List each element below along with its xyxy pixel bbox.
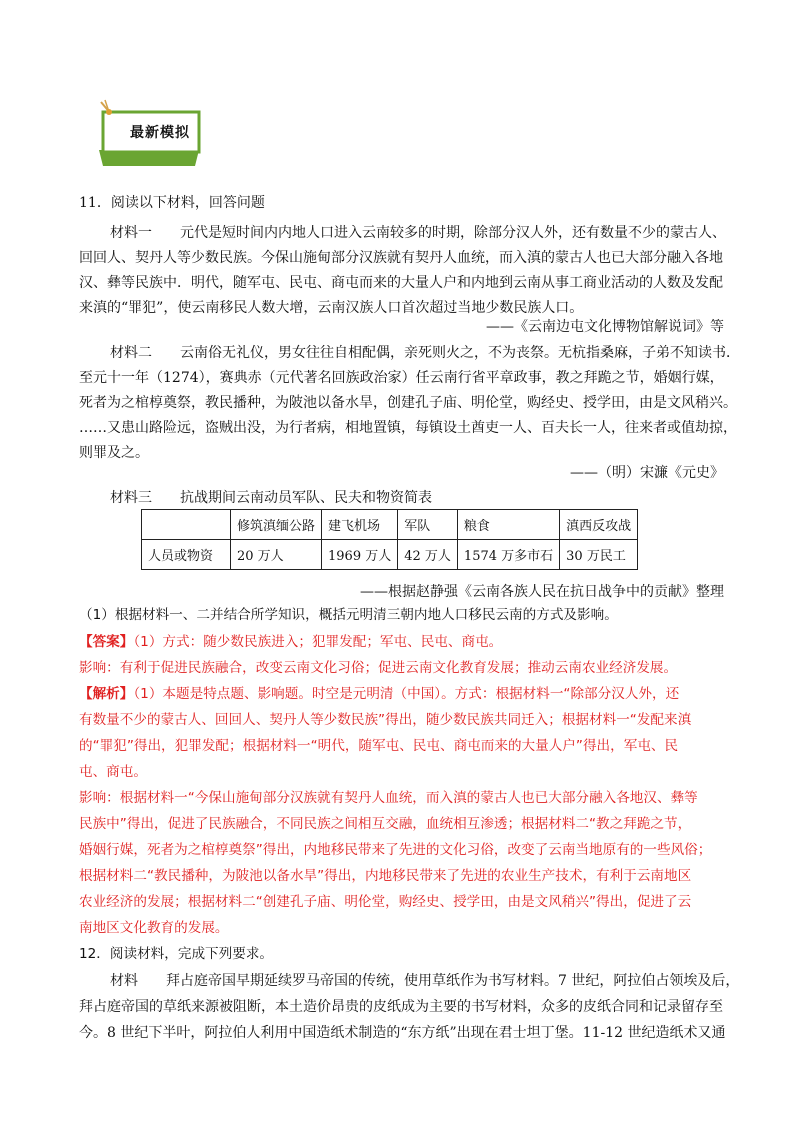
table-cell: 42 万人 (398, 540, 458, 570)
table-cell: 修筑滇缅公路 (231, 510, 322, 540)
m2-line: 材料二 云南俗无礼仪，男女往往自相配偶，亲死则火之，不为丧祭。无杭指桑麻，子弟不知读书． (110, 345, 740, 361)
analysis-line (79, 682, 679, 702)
analysis-line: 屯、商屯。 (79, 764, 147, 780)
m1-line: 汉、彝等民族中．明代，随军屯、民屯、商屯而来的大量人户和内地到云南从事工商业活动的人数及发配 (79, 275, 723, 291)
m3-title: 材料三 抗战期间云南动员军队、民夫和物资简表 (110, 490, 432, 506)
analysis-line: 影响：根据材料一“今保山施甸部分汉族就有契丹人血统，而入滇的蒙古人也已大部分融入各地汉、彝等 (79, 790, 698, 806)
q12-material-line: 材料 拜占庭帝国早期延续罗马帝国的传统，使用草纸作为书写材料。7 世纪，阿拉伯占领埃及后， (110, 973, 740, 989)
analysis-line: 婚姻行媒，死者为之棺椁奠祭”得出，内地移民带来了先进的文化习俗，改变了云南当地原有的一些风俗； (79, 842, 712, 858)
table-row (142, 540, 638, 570)
m2-line: 则罪及之。 (79, 445, 149, 461)
m2-line: 死者为之棺椁奠祭，教民播种，为陂池以备水旱，创建孔子庙、明伦堂，购经史、授学田，由是文风稍兴。 (79, 395, 737, 411)
m2-source: ——（明）宋濂《元史》 (570, 465, 724, 481)
table-cell: 人员或物资 (142, 540, 231, 570)
analysis-line: 的“罪犯”得出，犯罪发配；根据材料一“明代，随军屯、民屯、商屯而来的大量人户”得出，军屯、民 (79, 738, 679, 754)
q11-title: 11．阅读以下材料，回答问题 (79, 195, 265, 211)
q12-title: 12．阅读材料，完成下列要求。 (79, 946, 274, 962)
table-cell: 滇西反攻战 (560, 510, 638, 540)
analysis-line: 南地区文化教育的发展。 (79, 920, 229, 936)
m1-source: ——《云南边屯文化博物馆解说词》等 (486, 319, 724, 335)
table-cell: 1574 万多市石 (457, 540, 559, 570)
analysis-line: 农业经济的发展；根据材料二“创建孔子庙、明伦堂，购经史、授学田，由是文风稍兴”得出，促进了云 (79, 894, 692, 910)
table-cell: 建飞机场 (322, 510, 398, 540)
banner-label: 最新模拟 (130, 125, 190, 141)
analysis-line: 有数量不少的蒙古人、回回人、契丹人等少数民族”得出，随少数民族共同迁入；根据材料一“发配来滇 (79, 712, 692, 728)
m1-line: 材料一 元代是短时间内内地人口进入云南较多的时期，除部分汉人外，还有数量不少的蒙古人、 (110, 225, 726, 241)
analysis-text: （1）本题是特点题、影响题。时空是元明清（中国）。方式：根据材料一“除部分汉人外，还 (133, 686, 680, 702)
sub-question-1: （1）根据材料一、二并结合所学知识，概括元明清三朝内地人口移民云南的方式及影响。 (79, 607, 618, 623)
q12-material-line: 今。8 世纪下半叶，阿拉伯人利用中国造纸术制造的“东方纸”出现在君士坦丁堡。11-12 世纪造纸术又通 (79, 1025, 726, 1041)
m2-line: ……又患山路险远，盗贼出没，为行者病，相地置镇，每镇设土酋吏一人、百夫长一人，往来者或值劫掠， (79, 420, 737, 436)
answer-line (79, 630, 502, 650)
m3-source: ——根据赵静强《云南各族人民在抗日战争中的贡献》整理 (360, 584, 724, 600)
answer-text: （1）方式：随少数民族进入；犯罪发配；军屯、民屯、商屯。 (133, 634, 503, 650)
analysis-line: 根据材料二“教民播种，为陂池以备水旱”得出，内地移民带来了先进的农业生产技术，有利于云南地区 (79, 868, 692, 884)
banner-knot-icon (106, 109, 112, 115)
table-cell: 1969 万人 (322, 540, 398, 570)
answer-line-2: 影响：有利于促进民族融合，改变云南文化习俗；促进云南文化教育发展；推动云南农业经济发展。 (79, 660, 678, 676)
table-cell: 粮食 (457, 510, 559, 540)
analysis-tag: 【解析】 (79, 686, 134, 702)
m1-line: 来滇的“罪犯”，使云南移民人数大增，云南汉族人口首次超过当地少数民族人口。 (79, 300, 584, 316)
table-row (142, 510, 638, 540)
analysis-line: 民族中”得出，促进了民族融合，不同民族之间相互交融，血统相互渗透；根据材料二“教之拜跪之节， (79, 816, 692, 832)
data-table (141, 509, 638, 570)
m2-line: 至元十一年（1274），赛典赤（元代著名回族政治家）任云南行省平章政事，教之拜跪之节，婚姻行媒， (79, 370, 724, 386)
q12-material-line: 拜占庭帝国的草纸来源被阻断，本土造价昂贵的皮纸成为主要的书写材料，众多的皮纸合同和记录留存至 (79, 999, 723, 1015)
table-cell: 军队 (398, 510, 458, 540)
table-cell: 30 万民工 (560, 540, 638, 570)
table-cell (142, 510, 231, 540)
table-cell: 20 万人 (231, 540, 322, 570)
m1-line: 回回人、契丹人等少数民族。今保山施甸部分汉族就有契丹人血统，而入滇的蒙古人也已大部分融入各地 (79, 250, 723, 266)
answer-tag: 【答案】 (79, 634, 134, 650)
